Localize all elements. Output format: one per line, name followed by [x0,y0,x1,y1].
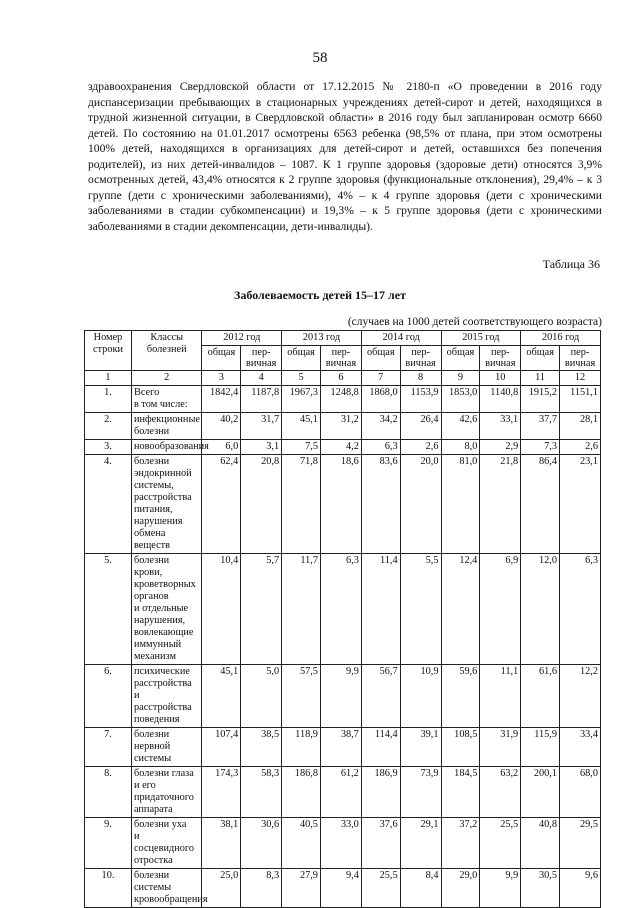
value-total: 184,5 [441,767,480,818]
value-total: 27,9 [282,869,321,908]
value-total: 57,5 [282,665,321,728]
value-total: 107,4 [202,728,241,767]
column-index: 10 [480,371,521,386]
column-index: 4 [241,371,282,386]
value-primary: 20,8 [241,455,282,554]
value-total: 7,5 [282,440,321,455]
value-total: 86,4 [521,455,560,554]
header-total: общая [361,346,400,371]
value-primary: 4,2 [320,440,361,455]
value-total: 7,3 [521,440,560,455]
value-total: 45,1 [202,665,241,728]
column-index: 3 [202,371,241,386]
table-row [85,455,601,554]
table-row [85,869,601,908]
value-primary: 31,2 [320,413,361,440]
value-primary: 6,3 [560,554,601,665]
value-total: 29,0 [441,869,480,908]
value-primary: 3,1 [241,440,282,455]
disease-class: болезни глаза и его придаточного аппарата [131,767,201,818]
value-primary: 28,1 [560,413,601,440]
value-total: 12,0 [521,554,560,665]
header-total: общая [441,346,480,371]
table-label: Таблица 36 [542,257,600,271]
value-primary: 5,7 [241,554,282,665]
table-row [85,728,601,767]
value-primary: 10,9 [400,665,441,728]
disease-class: Всего в том числе: [131,386,201,413]
value-total: 38,1 [202,818,241,869]
value-primary: 1151,1 [560,386,601,413]
column-index: 12 [560,371,601,386]
value-total: 108,5 [441,728,480,767]
value-primary: 2,6 [560,440,601,455]
header-primary: пер-вичная [320,346,361,371]
value-total: 10,4 [202,554,241,665]
disease-class: инфекционные болезни [131,413,201,440]
value-primary: 73,9 [400,767,441,818]
value-primary: 11,1 [480,665,521,728]
value-total: 61,6 [521,665,560,728]
value-total: 25,5 [361,869,400,908]
table-row [85,554,601,665]
value-total: 37,2 [441,818,480,869]
page-number: 58 [312,50,328,66]
value-total: 37,7 [521,413,560,440]
value-primary: 9,4 [320,869,361,908]
value-primary: 1140,8 [480,386,521,413]
header-primary: пер-вичная [241,346,282,371]
value-primary: 20,0 [400,455,441,554]
value-primary: 23,1 [560,455,601,554]
value-primary: 30,6 [241,818,282,869]
value-primary: 2,6 [400,440,441,455]
value-primary: 63,2 [480,767,521,818]
header-primary: пер-вичная [480,346,521,371]
value-total: 11,4 [361,554,400,665]
value-primary: 12,2 [560,665,601,728]
header-year: 2012 год [202,331,282,346]
value-primary: 38,5 [241,728,282,767]
value-primary: 1248,8 [320,386,361,413]
value-primary: 9,9 [480,869,521,908]
header-year: 2015 год [441,331,521,346]
body-paragraph: здравоохранения Свердловской области от 17.12.2015 № 2180-п «О проведении в 2016 году диспансеризации пребывающих в стационарных учреждениях детей-сирот и детей, находящихся в трудной жизненной ситуации, в Свердловской области» в 2016 году был запланирован осмотр 6660 детей. По состоянию на 01.01.2017 осмотрены 6563 ребенка (98,5% от плана, при этом осмотрены 100% детей, находящихся в организациях для детей-сирот и детей, оставшихся без попечения родителей), из них детей-инвалидов – 1087. К 1 группе здоровья (здоровые дети) относятся 3,9% осмотренных детей, 43,4% относятся к 2 группе здоровья (функциональные отклонения), 29,4% – к 3 группе (дети с хроническими заболеваниями), 4% – к 4 группе здоровья (дети с хроническими заболеваниями в стадии субкомпенсации) и 19,3% – к 5 группе здоровья (дети с хроническими заболеваниями в стадии декомпенсации, дети-инвалиды). [88,80,602,233]
column-index: 5 [282,371,321,386]
table-row [85,386,601,413]
value-primary: 6,3 [320,554,361,665]
value-total: 45,1 [282,413,321,440]
value-primary: 39,1 [400,728,441,767]
value-total: 56,7 [361,665,400,728]
column-index: 8 [400,371,441,386]
table-row [85,413,601,440]
row-number: 10. [85,869,132,908]
value-total: 1915,2 [521,386,560,413]
value-primary: 8,4 [400,869,441,908]
value-primary: 5,5 [400,554,441,665]
row-number: 7. [85,728,132,767]
value-primary: 1187,8 [241,386,282,413]
value-primary: 33,4 [560,728,601,767]
column-index: 2 [131,371,201,386]
row-number: 5. [85,554,132,665]
value-primary: 1153,9 [400,386,441,413]
value-primary: 33,1 [480,413,521,440]
row-number: 1. [85,386,132,413]
header-disease-class: Классы болезней [131,331,201,371]
row-number: 9. [85,818,132,869]
value-total: 30,5 [521,869,560,908]
row-number: 4. [85,455,132,554]
value-primary: 25,5 [480,818,521,869]
header-primary: пер-вичная [400,346,441,371]
header-year: 2016 год [521,331,601,346]
value-total: 1868,0 [361,386,400,413]
value-total: 37,6 [361,818,400,869]
table-note: (случаев на 1000 детей соответствующего возраста) [347,316,602,328]
row-number: 3. [85,440,132,455]
value-primary: 5,0 [241,665,282,728]
value-total: 6,0 [202,440,241,455]
table-row [85,818,601,869]
value-total: 115,9 [521,728,560,767]
value-total: 40,5 [282,818,321,869]
value-primary: 29,5 [560,818,601,869]
disease-class: болезни эндокринной системы, расстройства питания, нарушения обмена веществ [131,455,201,554]
value-total: 1967,3 [282,386,321,413]
column-index: 1 [85,371,132,386]
value-total: 1842,4 [202,386,241,413]
value-total: 11,7 [282,554,321,665]
value-primary: 58,3 [241,767,282,818]
value-total: 62,4 [202,455,241,554]
row-number: 6. [85,665,132,728]
column-index: 7 [361,371,400,386]
value-total: 42,6 [441,413,480,440]
morbidity-table [84,330,601,908]
value-total: 174,3 [202,767,241,818]
table-row [85,665,601,728]
value-total: 83,6 [361,455,400,554]
value-total: 40,2 [202,413,241,440]
value-total: 6,3 [361,440,400,455]
table-title: Заболеваемость детей 15–17 лет [234,288,406,302]
column-index: 9 [441,371,480,386]
value-primary: 31,9 [480,728,521,767]
value-total: 200,1 [521,767,560,818]
header-total: общая [202,346,241,371]
table-row [85,440,601,455]
value-primary: 68,0 [560,767,601,818]
value-total: 118,9 [282,728,321,767]
value-total: 12,4 [441,554,480,665]
value-primary: 61,2 [320,767,361,818]
value-primary: 18,6 [320,455,361,554]
header-primary: пер-вичная [560,346,601,371]
header-year: 2014 год [361,331,441,346]
value-primary: 31,7 [241,413,282,440]
value-total: 81,0 [441,455,480,554]
value-primary: 21,8 [480,455,521,554]
value-total: 114,4 [361,728,400,767]
disease-class: болезни крови, кроветворных органов и отдельные нарушения, вовлекающие иммунный механизм [131,554,201,665]
column-index-row [85,371,601,386]
value-total: 34,2 [361,413,400,440]
value-primary: 9,6 [560,869,601,908]
table-row [85,767,601,818]
value-primary: 9,9 [320,665,361,728]
value-total: 40,8 [521,818,560,869]
row-number: 2. [85,413,132,440]
value-total: 186,8 [282,767,321,818]
disease-class: новообразования [131,440,201,455]
value-total: 186,9 [361,767,400,818]
column-index: 11 [521,371,560,386]
column-index: 6 [320,371,361,386]
value-total: 1853,0 [441,386,480,413]
row-number: 8. [85,767,132,818]
header-total: общая [521,346,560,371]
disease-class: болезни уха и сосцевидного отростка [131,818,201,869]
value-primary: 8,3 [241,869,282,908]
disease-class: психические расстройства и расстройства поведения [131,665,201,728]
disease-class: болезни нервной системы [131,728,201,767]
value-total: 59,6 [441,665,480,728]
value-primary: 2,9 [480,440,521,455]
value-primary: 6,9 [480,554,521,665]
value-total: 8,0 [441,440,480,455]
value-total: 25,0 [202,869,241,908]
value-primary: 33,0 [320,818,361,869]
header-total: общая [282,346,321,371]
value-total: 71,8 [282,455,321,554]
value-primary: 29,1 [400,818,441,869]
header-year: 2013 год [282,331,362,346]
header-row-number: Номер строки [85,331,132,371]
disease-class: болезни системы кровообращения [131,869,201,908]
value-primary: 38,7 [320,728,361,767]
value-primary: 26,4 [400,413,441,440]
